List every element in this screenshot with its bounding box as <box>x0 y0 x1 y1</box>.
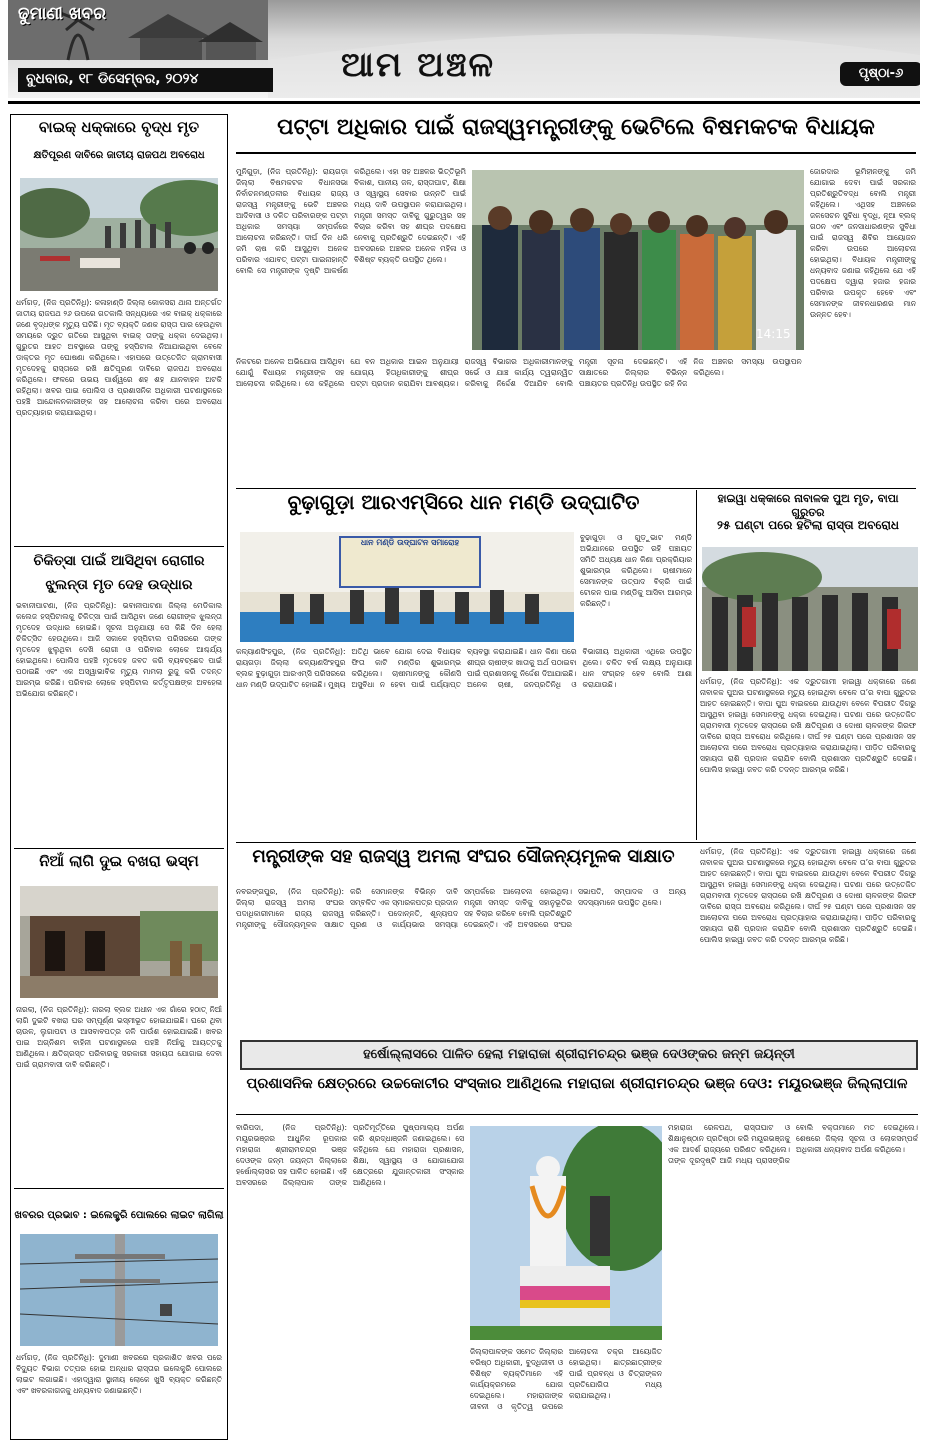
accident-story-body: ଧର୍ମଗଡ଼, (ନିଜ ପ୍ରତିନିଧି): ଏକ ଦ୍ରୁତଗାମୀ ହାଇୱା ଧକ୍କାରେ ଜଣେ ନାବାଳକ ପୁଅର ଘଟଣାସ୍ଥଳରେ ମୃତ୍ୟୁ ହୋଇଥିବା ବେଳେ ତା’ର ବାପା ଗୁରୁତର ଆହତ ହୋଇଛନ୍ତି। ବାପା ପୁଅ ବାଇକରେ ଯାଉଥିବା ବେଳେ ବିପରୀତ ଦିଗରୁ ଆସୁଥିବା ହାଇୱା ସେମାନଙ୍କୁ ଧକ୍କା ଦେଇଥିଲା। ଘଟଣା ପରେ ଉତ୍ତେଜିତ ଗ୍ରାମବାସୀ ମୃତଦେହ ରାସ୍ତାରେ ରଖି କ୍ଷତିପୂରଣ ଓ ଦୋଷୀ ଚାଳକଙ୍କ ଗିରଫ ଦାବିରେ ରାସ୍ତା ଅବରୋଧ କରିଥିଲେ। ଦୀର୍ଘ ୨୫ ଘଣ୍ଟା ପରେ ପ୍ରଶାସନ ସହ ଆଲୋଚନା ପରେ ଅବରୋଧ ପ୍ରତ୍ୟାହାର କରାଯାଇଥିଲା। ପୀଡ଼ିତ ପରିବାରକୁ ସହାୟତା ରାଶି ପ୍ରଦାନ କରାଯିବ ବୋଲି ପ୍ରଶାସନ ପ୍ରତିଶ୍ରୁତି ଦେଇଛି। ପୋଲିସ ହାଇୱା ଜବତ କରି ତଦନ୍ତ ଆରମ୍ଭ କରିଛି। <box>700 677 916 774</box>
column-divider <box>696 490 697 840</box>
mandi-story-body-side: ବୁଢ଼ାଗୁଡ଼ା ଓ ଗୁଡ଼ୁଭାଟ ମଣ୍ଡି ଅଭିଯାନରେ ଉପସ୍ଥିତ ରହି ପଞ୍ଚାୟତ ସମିତି ଅଧ୍ୟକ୍ଷ ଧାନ କିଣା ପ୍ରକ୍ରିୟାର ଶୁଭାରମ୍ଭ କରିଥିଲେ। ଚାଷୀମାନେ ସେମାନଙ୍କ ଉତ୍ପାଦ ବିକ୍ରି ପାଇଁ ଟୋକନ ପାଇ ମଣ୍ଡିକୁ ଆସିବା ଆରମ୍ଭ କରିଛନ୍ତି। <box>580 533 692 608</box>
mandi-story-body: କଳ୍ୟାଣସିଂହପୁର, (ନିଜ ପ୍ରତିନିଧି): ରାୟଗଡ଼ା ଜିଲ୍ଲା କଳ୍ୟାଣସିଂହପୁର ବ୍ଲକ ବୁଢ଼ାଗୁଡ଼ା ଆରଏମ୍‌ସି ପରିସରରେ ଧାନ ମଣ୍ଡି ଉଦ୍‌ଘାଟିତ ହୋଇଛି। ମୁଖ୍ୟ ଅତିଥି ଭାବେ ଯୋଗ ଦେଇ ବିଧାୟକ ଫିତା କାଟି ମଣ୍ଡିର ଶୁଭାରମ୍ଭ କରିଥିଲେ। ଚାଷୀମାନଙ୍କୁ କୌଣସି ଅସୁବିଧା ନ ହେବା ପାଇଁ ପର୍ଯ୍ୟାପ୍ତ ବ୍ୟବସ୍ଥା କରାଯାଇଛି। ଧାନ କିଣା ପରେ ଶୀଘ୍ର ଚାଷୀଙ୍କ ଖାତାକୁ ଅର୍ଥ ପଠାଇବା ପାଇଁ ପ୍ରଶାସନକୁ ନିର୍ଦ୍ଦେଶ ଦିଆଯାଇଛି। ଅନେକ ଚାଷୀ, ଜନପ୍ରତିନିଧି ଓ ବିଭାଗୀୟ ଅଧିକାରୀ ଏଥିରେ ଉପସ୍ଥିତ ଥିଲେ। ଚଳିତ ବର୍ଷ ଲକ୍ଷ୍ୟ ଅନୁଯାୟୀ ଧାନ ସଂଗ୍ରହ ହେବ ବୋଲି ଆଶା କରାଯାଉଛି। <box>236 647 692 689</box>
story-bike-accident-body: ଧର୍ମଗଡ଼, (ନିଜ ପ୍ରତିନିଧି): କଳାହାଣ୍ଡି ଜିଲ୍ଲା କୋକସରା ଥାନା ଅନ୍ତର୍ଗତ ଜାତୀୟ ରାଜପଥ ୨୬ ଉପରେ ଗତକାଲି ସନ୍ଧ୍ୟାରେ ଏକ ବାଇକ୍ ଧକ୍କାରେ ଜଣେ ବୃଦ୍ଧଙ୍କ ମୃତ୍ୟୁ ଘଟିଛି। ମୃତ ବ୍ୟକ୍ତି ଜଣକ ରାସ୍ତା ପାର ହେଉଥିବା ସମୟରେ ଦ୍ରୁତ ଗତିରେ ଆସୁଥିବା ବାଇକ୍ ତାଙ୍କୁ ଧକ୍କା ଦେଇଥିଲା। ଗୁରୁତର ଆହତ ଅବସ୍ଥାରେ ତାଙ୍କୁ ହସ୍ପିଟାଲ ନିଆଯାଇଥିବା ବେଳେ ଡାକ୍ତର ମୃତ ଘୋଷଣା କରିଥିଲେ। ଏହାପରେ ଉତ୍ତେଜିତ ଗ୍ରାମବାସୀ ମୃତଦେହକୁ ରାସ୍ତାରେ ରଖି କ୍ଷତିପୂରଣ ଦାବିରେ ରାଜପଥ ଅବରୋଧ କରିଥିଲେ। ଫଳରେ ଉଭୟ ପାର୍ଶ୍ୱରେ ଶହ ଶହ ଯାନବାହନ ଅଟକି ରହିଥିଲା। ଖବର ପାଇ ପୋଲିସ ଓ ପ୍ରଶାସନିକ ଅଧିକାରୀ ଘଟଣାସ୍ଥଳରେ ପହଞ୍ଚି ଆନ୍ଦୋଳନକାରୀଙ୍କ ସହ ଆଲୋଚନା କରିବା ପରେ ଅବରୋଧ ପ୍ରତ୍ୟାହାର କରାଯାଇଥିଲା। <box>16 298 222 417</box>
fire-photo <box>20 886 218 998</box>
maharaja-statue-photo <box>470 1126 662 1340</box>
lead-story-body-bottom: ନିକଟରେ ଅନେକ ଅଭିଯୋଗ ଆସିଥିବା ଯୋଗୁଁ ବିଧାୟକ ମନ୍ତ୍ରୀଙ୍କ ସହ ଆଲୋଚନା କରିଥିଲେ। ସେ କହିଥିଲେ ଯେ ବନ ଅଧିକାର ଆଇନ ଅନୁଯାୟୀ ଯୋଗ୍ୟ ହିତାଧିକାରୀଙ୍କୁ ଶୀଘ୍ର ପଟ୍ଟା ପ୍ରଦାନ କରାଯିବା ଆବଶ୍ୟକ। ରାଜସ୍ୱ ବିଭାଗର ଅଧିକାରୀମାନଙ୍କୁ ସର୍ଭେ ଓ ଯାଞ୍ଚ କାର୍ଯ୍ୟ ତ୍ୱରାନ୍ୱିତ କରିବାକୁ ନିର୍ଦ୍ଦେଶ ଦିଆଯିବ ବୋଲି ମନ୍ତ୍ରୀ ସୂଚନା ଦେଇଛନ୍ତି। ଏହି ସାକ୍ଷାତରେ ଜିଲ୍ଲାର ବିଭିନ୍ନ ପଞ୍ଚାୟତର ପ୍ରତିନିଧି ଉପସ୍ଥିତ ରହି ନିଜ ନିଜ ଅଞ୍ଚଳର ସମସ୍ୟା ଉପସ୍ଥାପନ କରିଥିଲେ। <box>236 357 802 388</box>
section-title: ଆମ ଅଞ୍ଚଳ <box>340 45 496 85</box>
lead-story-body-top-right: ଜୋରଦାର ଭୂମିହୀନଙ୍କୁ ଜମି ଯୋଗାଇ ଦେବା ପାଇଁ ସରକାର ପ୍ରତିଶ୍ରୁତିବଦ୍ଧ ବୋଲି ମନ୍ତ୍ରୀ କହିଥିଲେ। ଏଥିସହ ଅଞ୍ଚଳରେ ଜଳସେଚନ ସୁବିଧା ବୃଦ୍ଧି, ନୂଆ ବ୍ଲକ୍ ଗଠନ ଏବଂ ଜନସାଧାରଣଙ୍କ ସୁବିଧା ପାଇଁ ରାଜସ୍ୱ ଶିବିର ଆୟୋଜନ କରିବା ଉପରେ ଆଲୋଚନା ହୋଇଥିଲା। ବିଧାୟକ ମନ୍ତ୍ରୀଙ୍କୁ ଧନ୍ୟବାଦ ଜଣାଇ କହିଥିଲେ ଯେ ଏହି ପଦକ୍ଷେପ ଦ୍ୱାରା ହଜାର ହଜାର ପରିବାର ଉପକୃତ ହେବେ ଏବଂ ସେମାନଙ୍କ ଜୀବନଧାରଣର ମାନ ଉନ୍ନତ ହେବ। <box>810 167 916 319</box>
collector-story-headline: ପ୍ରଶାସନିକ କ୍ଷେତ୍ରରେ ଉଚ୍ଚକୋଟୀର ସଂସ୍କାର ଆଣିଥିଲେ ମହାରାଜା ଶ୍ରୀରାମଚନ୍ଦ୍ର ଭଞ୍ଜ ଦେଓ: ମୟୂରଭଞ୍ଜ ଜିଲ୍ଲାପାଳ <box>246 1076 908 1092</box>
lead-story-photo <box>472 170 804 350</box>
mandi-story-photo <box>240 532 574 642</box>
electric-pole-photo <box>20 1234 218 1346</box>
union-story-body: ନବରଙ୍ଗପୁର, (ନିଜ ପ୍ରତିନିଧି): ଜିଲ୍ଲା ରାଜସ୍ୱ ଅମଲା ସଂଘର ପଦାଧିକାରୀମାନେ ରାଜ୍ୟ ରାଜସ୍ୱ ମନ୍ତ୍ରୀଙ୍କୁ ସୌଜନ୍ୟମୂଳକ ସାକ୍ଷାତ କରି ସେମାନଙ୍କ ବିଭିନ୍ନ ଦାବି ସମ୍ବଳିତ ଏକ ସ୍ମାରକପତ୍ର ପ୍ରଦାନ କରିଛନ୍ତି। ପଦୋନ୍ନତି, ଶୂନ୍ୟପଦ ପୂରଣ ଓ କାର୍ଯ୍ୟଭାର ସମସ୍ୟା ସମ୍ପର୍କରେ ଆଲୋଚନା ହୋଇଥିଲା। ମନ୍ତ୍ରୀ ସମସ୍ତ ଦାବିକୁ ସହାନୁଭୂତିର ସହ ବିଚାର କରିବେ ବୋଲି ପ୍ରତିଶ୍ରୁତି ଦେଇଛନ୍ତି। ଏହି ଅବସରରେ ସଂଘର ସଭାପତି, ସମ୍ପାଦକ ଓ ଅନ୍ୟ ସଦସ୍ୟମାନେ ଉପସ୍ଥିତ ଥିଲେ। <box>236 887 686 929</box>
collector-story-body-right: ମହାରାଜା ରେଳପଥ, ରାସ୍ତାଘାଟ ଓ ଶିକ୍ଷାନୁଷ୍ଠାନ ପ୍ରତିଷ୍ଠା କରି ମୟୂରଭଞ୍ଜକୁ ଏକ ଆଦର୍ଶ ରାଜ୍ୟରେ ପରିଣତ କରିଥିଲେ। ତାଙ୍କ ଦୂରଦୃଷ୍ଟି ଆଜି ମଧ୍ୟ ପ୍ରାସଙ୍ଗିକ ବୋଲି ବକ୍ତାମାନେ ମତ ଦେଇଥିଲେ। ଶେଷରେ ଜିଲ୍ଲା ସୂଚନା ଓ ଲୋକସମ୍ପର୍କ ଅଧିକାରୀ ଧନ୍ୟବାଦ ଅର୍ପଣ କରିଥିଲେ। <box>668 1123 918 1165</box>
lead-story-headline: ପଟ୍ଟା ଅଧିକାର ପାଇଁ ରାଜସ୍ୱମନ୍ତ୍ରୀଙ୍କୁ ଭେଟିଲେ ବିଷମକଟକ ବିଧାୟକ <box>277 115 875 140</box>
bike-accident-photo <box>20 178 218 291</box>
newspaper-name: ଢୁମାଣୀ ଖବର <box>18 4 107 24</box>
story-divider <box>236 1114 918 1115</box>
accident-story-headline: ହାଇୱା ଧକ୍କାରେ ନାବାଳକ ପୁଅ ମୃତ, ବାପା ଗୁରୁତର <box>717 492 899 519</box>
accident-story-photo <box>702 547 918 671</box>
story-patient-death-body: ଭବାନୀପାଟଣା, (ନିଜ ପ୍ରତିନିଧି): ଭବାନୀପାଟଣା ଜିଲ୍ଲା ମେଡିକାଲ କଲେଜ ହସ୍ପିଟାଲକୁ ଚିକିତ୍ସା ପାଇଁ ଆସିଥିବା ଜଣେ ରୋଗୀଙ୍କ ଝୁଲନ୍ତା ମୃତଦେହ ଉଦ୍ଧାର ହୋଇଛି। ସୂଚନା ଅନୁଯାୟୀ ସେ କିଛି ଦିନ ହେଲା ଚିକିତ୍ସିତ ହେଉଥିଲେ। ଆଜି ସକାଳେ ହସ୍ପିଟାଲ ପରିସରରେ ତାଙ୍କ ମୃତଦେହ ଝୁଲୁଥିବା ଦେଖି ରୋଗୀ ଓ ପରିବାର ଲୋକେ ଆଶ୍ଚର୍ଯ୍ୟ ହୋଇଥିଲେ। ପୋଲିସ ପହଞ୍ଚି ମୃତଦେହ ଜବତ କରି ବ୍ୟବଚ୍ଛେଦ ପାଇଁ ପଠାଇଛି ଏବଂ ଏକ ଅସ୍ୱାଭାବିକ ମୃତ୍ୟୁ ମାମଲା ରୁଜୁ କରି ତଦନ୍ତ ଆରମ୍ଭ କରିଛି। ପରିବାର ଲୋକେ ହସ୍ପିଟାଲ କର୍ତ୍ତୃପକ୍ଷଙ୍କ ଅବହେଳା ଅଭିଯୋଗ କରିଛନ୍ତି। <box>16 601 222 698</box>
story-electric-pole-headline: ଖବରର ପ୍ରଭାବ : ଇଲେକ୍ଟ୍ରି ପୋଲରେ ଲାଇଟ ଲାଗିଲା <box>14 1210 224 1221</box>
story-patient-death-headline: ଚିକିତ୍ସା ପାଇଁ ଆସିଥିବା ରୋଗୀର ଝୁଲନ୍ତା ମୃତ ଦେହ ଉଦ୍ଧାର <box>33 553 205 593</box>
jayanti-banner: ହର୍ଷୋଲ୍ଲାସରେ ପାଳିତ ହେଲା ମହାରାଜା ଶ୍ରୀରାମଚନ୍ଦ୍ର ଭଞ୍ଜ ଦେଓଙ୍କର ଜନ୍ମ ଜୟନ୍ତୀ <box>240 1040 918 1070</box>
story-divider <box>236 488 916 489</box>
story-divider <box>236 842 916 843</box>
story-fire-headline: ନିଆଁ ଲାଗି ଦୁଇ ବଖରା ଭସ୍ମ <box>39 852 199 870</box>
lead-story-body-top-left: ମୁନିଗୁଡ଼ା, (ନିଜ ପ୍ରତିନିଧି): ରାୟଗଡ଼ା ଜିଲ୍ଲା ବିଷମକଟକ ବିଧାନସଭା ନିର୍ବାଚନମଣ୍ଡଳୀର ବିଧାୟକ ରାଜ୍ୟ ରାଜସ୍ୱ ମନ୍ତ୍ରୀଙ୍କୁ ଭେଟି ଅଞ୍ଚଳର ଆଦିବାସୀ ଓ ଦଳିତ ପରିବାରଙ୍କ ପଟ୍ଟା ଅଧିକାର ସମସ୍ୟା ସମ୍ପର୍କରେ ଆଲୋଚନା କରିଛନ୍ତି। ଦୀର୍ଘ ଦିନ ଧରି ଜମି ଚାଷ କରି ଆସୁଥିବା ଅନେକ ପରିବାର ଏଯାବତ୍ ପଟ୍ଟା ପାଇନାହାନ୍ତି ବୋଲି ସେ ମନ୍ତ୍ରୀଙ୍କ ଦୃଷ୍ଟି ଆକର୍ଷଣ କରିଥିଲେ। ଏହା ସହ ଅଞ୍ଚଳର ଭିତ୍ତିଭୂମି ବିକାଶ, ପାନୀୟ ଜଳ, ରାସ୍ତାଘାଟ, ଶିକ୍ଷା ଓ ସ୍ୱାସ୍ଥ୍ୟ ସେବାର ଉନ୍ନତି ପାଇଁ ମଧ୍ୟ ଦାବି ଉପସ୍ଥାପନ କରାଯାଇଥିଲା। ମନ୍ତ୍ରୀ ସମସ୍ତ ଦାବିକୁ ଗୁରୁତ୍ୱର ସହ ବିଚାର କରିବା ସହ ଶୀଘ୍ର ପଦକ୍ଷେପ ନେବାକୁ ପ୍ରତିଶ୍ରୁତି ଦେଇଛନ୍ତି। ଏହି ଅବସରରେ ଅଞ୍ଚଳର ଅନେକ ମହିଳା ଓ ବିଶିଷ୍ଟ ବ୍ୟକ୍ତି ଉପସ୍ଥିତ ଥିଲେ। <box>236 167 466 275</box>
story-bike-accident-subhead: କ୍ଷତିପୂରଣ ଦାବିରେ ଜାତୀୟ ରାଜପଥ ଅବରୋଧ <box>33 150 205 161</box>
story-divider <box>14 848 224 849</box>
issue-date: ବୁଧବାର, ୧୮ ଡିସେମ୍ବର, ୨୦୨୪ <box>18 68 273 92</box>
story-bike-accident-headline: ବାଇକ୍ ଧକ୍କାରେ ବୃଦ୍ଧ ମୃତ <box>38 118 200 136</box>
accident-story-subhead: ୨୫ ଘଣ୍ଟା ପରେ ହଟିଲା ରାସ୍ତା ଅବରୋଧ <box>716 518 900 532</box>
collector-story-body-mid: ଜିଲ୍ଲାପାଳଙ୍କ ସମେତ ଜିଲ୍ଲାର ବରିଷ୍ଠ ଅଧିକାରୀ, ବୁଦ୍ଧିଜୀବୀ ଓ ବିଶିଷ୍ଟ ବ୍ୟକ୍ତିମାନେ ଏହି କାର୍ଯ୍ୟକ୍ରମରେ ଯୋଗ ଦେଇଥିଲେ। ମହାରାଜାଙ୍କ ଜୀବନୀ ଓ କୃତିତ୍ୱ ଉପରେ ଆଲୋଚନା ଚକ୍ର ଆୟୋଜିତ ହୋଇଥିଲା। ଛାତ୍ରଛାତ୍ରୀଙ୍କ ପାଇଁ ପ୍ରବନ୍ଧ ଓ ଚିତ୍ରାଙ୍କନ ପ୍ରତିଯୋଗିତା ମଧ୍ୟ କରାଯାଇଥିଲା। <box>470 1347 662 1411</box>
story-divider <box>236 152 916 154</box>
mandi-photo-banner-text: ଧାନ ମଣ୍ଡି ଉଦ୍‌ଘାଟନ ସମାରୋହ <box>360 538 460 547</box>
masthead <box>8 0 920 98</box>
story-divider <box>14 546 224 547</box>
story-divider <box>14 1188 224 1189</box>
union-story-headline: ମନ୍ତ୍ରୀଙ୍କ ସହ ରାଜସ୍ୱ ଅମଲା ସଂଘର ସୌଜନ୍ୟମୂଳକ ସାକ୍ଷାତ <box>252 846 675 867</box>
masthead-rule <box>8 101 920 104</box>
accident-story-continued: ଧର୍ମଗଡ଼, (ନିଜ ପ୍ରତିନିଧି): ଏକ ଦ୍ରୁତଗାମୀ ହାଇୱା ଧକ୍କାରେ ଜଣେ ନାବାଳକ ପୁଅର ଘଟଣାସ୍ଥଳରେ ମୃତ୍ୟୁ ହୋଇଥିବା ବେଳେ ତା’ର ବାପା ଗୁରୁତର ଆହତ ହୋଇଛନ୍ତି। ବାପା ପୁଅ ବାଇକରେ ଯାଉଥିବା ବେଳେ ବିପରୀତ ଦିଗରୁ ଆସୁଥିବା ହାଇୱା ସେମାନଙ୍କୁ ଧକ୍କା ଦେଇଥିଲା। ଘଟଣା ପରେ ଉତ୍ତେଜିତ ଗ୍ରାମବାସୀ ମୃତଦେହ ରାସ୍ତାରେ ରଖି କ୍ଷତିପୂରଣ ଓ ଦୋଷୀ ଚାଳକଙ୍କ ଗିରଫ ଦାବିରେ ରାସ୍ତା ଅବରୋଧ କରିଥିଲେ। ଦୀର୍ଘ ୨୫ ଘଣ୍ଟା ପରେ ପ୍ରଶାସନ ସହ ଆଲୋଚନା ପରେ ଅବରୋଧ ପ୍ରତ୍ୟାହାର କରାଯାଇଥିଲା। ପୀଡ଼ିତ ପରିବାରକୁ ସହାୟତା ରାଶି ପ୍ରଦାନ କରାଯିବ ବୋଲି ପ୍ରଶାସନ ପ୍ରତିଶ୍ରୁତି ଦେଇଛି। ପୋଲିସ ହାଇୱା ଜବତ କରି ତଦନ୍ତ ଆରମ୍ଭ କରିଛି। <box>700 847 916 944</box>
page-number-badge: ପୃଷ୍ଠା-୬ <box>840 62 920 86</box>
mandi-story-headline: ବୁଢ଼ାଗୁଡ଼ା ଆରଏମ୍‌ସିରେ ଧାନ ମଣ୍ଡି ଉଦ୍‌ଘାଟିତ <box>287 490 640 514</box>
story-electric-pole-body: ଧର୍ମଗଡ଼, (ନିଜ ପ୍ରତିନିଧି): ଦୁମାଣୀ ଖବରରେ ପ୍ରକାଶିତ ଖବର ପରେ ବିଦ୍ୟୁତ ବିଭାଗ ତତ୍ପର ହୋଇ ଅନ୍ଧାର ରାସ୍ତାର ଇଲେକ୍ଟ୍ରି ପୋଲରେ ଲାଇଟ ଲଗାଇଛି। ଏହାଦ୍ୱାରା ସ୍ଥାନୀୟ ଲୋକେ ଖୁସି ବ୍ୟକ୍ତ କରିଛନ୍ତି ଏବଂ ଖବରକାଗଜକୁ ଧନ୍ୟବାଦ ଜଣାଇଛନ୍ତି। <box>16 1353 222 1395</box>
collector-story-body-left: ବାରିପଦା, (ନିଜ ପ୍ରତିନିଧି): ମୟୂରଭଞ୍ଜର ଆଧୁନିକ ରୂପକାର ମହାରାଜା ଶ୍ରୀରାମଚନ୍ଦ୍ର ଭଞ୍ଜ ଦେଓଙ୍କ ଜନ୍ମ ଜୟନ୍ତୀ ଜିଲ୍ଲାରେ ହର୍ଷୋଲ୍ଲାସର ସହ ପାଳିତ ହୋଇଛି। ଏହି ଅବସରରେ ଜିଲ୍ଲାପାଳ ତାଙ୍କ ପ୍ରତିମୂର୍ତ୍ତିରେ ପୁଷ୍ପମାଲ୍ୟ ଅର୍ପଣ କରି ଶ୍ରଦ୍ଧାଞ୍ଜଳି ଜଣାଇଥିଲେ। ସେ କହିଥିଲେ ଯେ ମହାରାଜା ପ୍ରଶାସନ, ଶିକ୍ଷା, ସ୍ୱାସ୍ଥ୍ୟ ଓ ଯୋଗାଯୋଗ କ୍ଷେତ୍ରରେ ଯୁଗାନ୍ତକାରୀ ସଂସ୍କାର ଆଣିଥିଲେ। <box>236 1123 464 1187</box>
svg-text:14:15: 14:15 <box>756 327 791 341</box>
story-fire-body: ନାରଲା, (ନିଜ ପ୍ରତିନିଧି): ନାରଲା ବ୍ଲକ ଅଧୀନ ଏକ ଗାଁରେ ହଠାତ୍ ନିଆଁ ଲାଗି ଦୁଇଟି ବଖରା ଘର ସମ୍ପୂର୍ଣ୍ଣ ଭସ୍ମୀଭୂତ ହୋଇଯାଇଛି। ଘରେ ଥିବା ଚାଉଳ, ଲୁଗାପଟା ଓ ଆସବାବପତ୍ର ଜଳି ପାଉଁଶ ହୋଇଯାଇଛି। ଖବର ପାଇ ଅଗ୍ନିଶମ ବାହିନୀ ଘଟଣାସ୍ଥଳରେ ପହଞ୍ଚି ନିଆଁକୁ ଆୟତ୍ତକୁ ଆଣିଥିଲେ। କ୍ଷତିଗ୍ରସ୍ତ ପରିବାରକୁ ସରକାରୀ ସହାୟତା ଯୋଗାଇ ଦେବା ପାଇଁ ଗ୍ରାମବାସୀ ଦାବି କରିଛନ୍ତି। <box>16 1005 222 1069</box>
